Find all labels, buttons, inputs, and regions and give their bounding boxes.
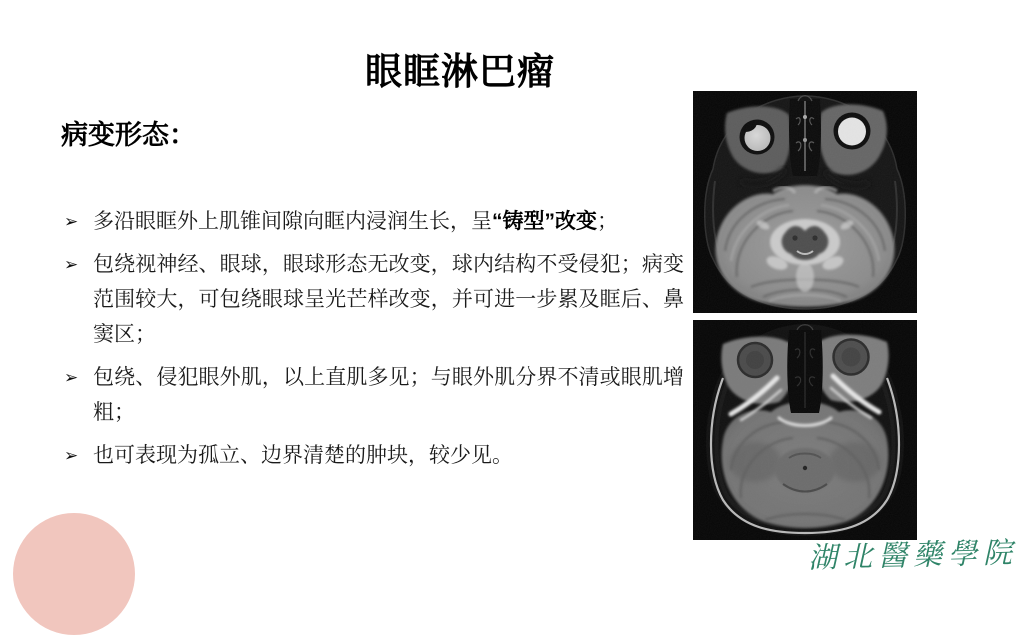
bullet-text-normal: 也可表现为孤立、边界清楚的肿块，较少见。 [93, 444, 513, 467]
arrow-bullet-icon: ➢ [64, 446, 79, 465]
bullet-text [93, 444, 513, 467]
slide-title: 眼眶淋巴瘤 [365, 51, 555, 92]
mri-t1-illustration [693, 320, 917, 540]
bullet-text [93, 253, 684, 346]
arrow-bullet-icon: ➢ [64, 255, 79, 274]
mri-t2-illustration [693, 91, 917, 313]
arrow-bullet-icon: ➢ [64, 212, 79, 231]
bullet-text-normal: 包绕视神经、眼球，眼球形态无改变，球内结构不受侵犯；病变范围较大，可包绕眼球呈光芒样改变，并可进一步累及眶后、鼻窦区； [93, 253, 684, 346]
arrow-bullet-icon: ➢ [64, 368, 79, 387]
decorative-corner-circle [13, 513, 135, 635]
bullet-text [93, 210, 618, 233]
mri-axial-t1-image [693, 320, 917, 540]
mri-axial-t2-image [693, 91, 917, 313]
bullet-text-bold: “铸型”改变 [492, 210, 597, 233]
bullet-text [93, 366, 684, 424]
bullet-item [64, 360, 684, 430]
bullet-text-tail: ； [597, 210, 618, 233]
bullet-item [64, 438, 684, 473]
section-heading: 病变形态： [61, 120, 196, 150]
bullet-text-normal: 包绕、侵犯眼外肌，以上直肌多见；与眼外肌分界不清或眼肌增粗； [93, 366, 684, 424]
bullet-text-normal: 多沿眼眶外上肌锥间隙向眶内浸润生长，呈 [93, 210, 492, 233]
bullet-item [64, 204, 684, 239]
school-watermark: 湖北醫藥學院 [807, 535, 1019, 575]
bullet-item [64, 247, 684, 352]
bullet-list [64, 204, 684, 481]
